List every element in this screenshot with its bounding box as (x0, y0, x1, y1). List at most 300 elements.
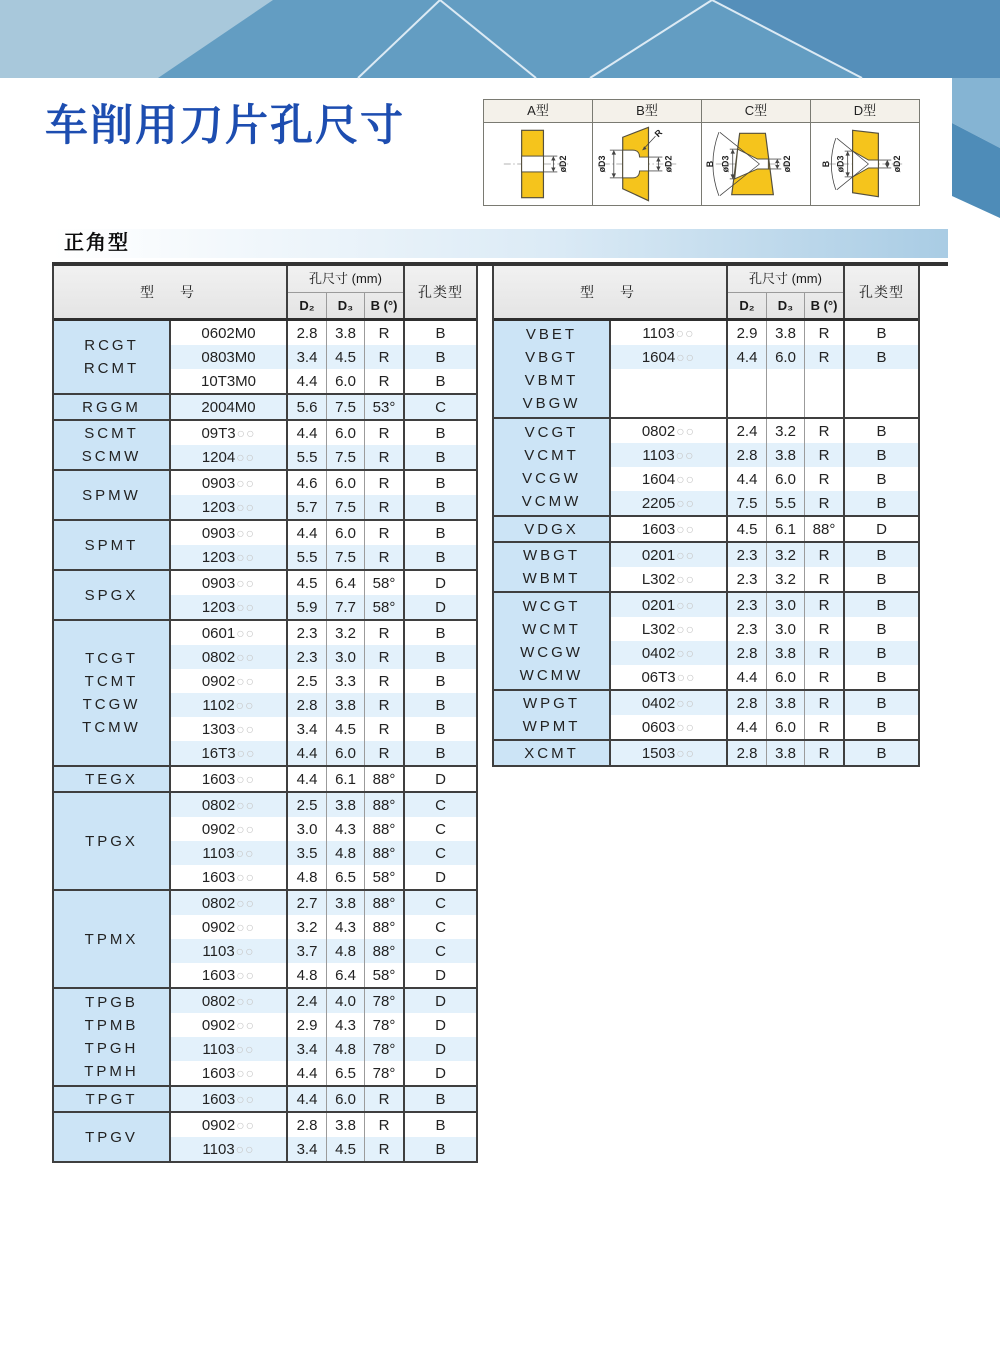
d3-value: 5.5 (767, 491, 805, 515)
d2-value: 4.4 (288, 369, 327, 393)
group-rows (171, 571, 476, 619)
size-cell (611, 443, 728, 467)
group-rows (611, 321, 918, 417)
size-text: 1103 (202, 1140, 235, 1158)
hole-type-value: B (876, 570, 887, 588)
model-name-cell (54, 1087, 171, 1111)
size-cell (611, 419, 728, 443)
group-rows (611, 593, 918, 689)
table-row (611, 491, 918, 515)
table-group (54, 395, 476, 421)
size-placeholder: ○○ (235, 1141, 255, 1157)
group-rows (171, 1087, 476, 1111)
angle-label: B (820, 160, 831, 168)
size-text: 16T3 (201, 744, 236, 762)
size-cell (171, 445, 288, 469)
group-rows (611, 691, 918, 739)
column-header-d3: D₃ (327, 293, 365, 318)
d3-value: 4.0 (327, 989, 365, 1013)
group-rows (611, 517, 918, 541)
d3-value: 6.5 (327, 865, 365, 889)
size-placeholder: ○○ (236, 1065, 256, 1081)
column-header-model: 型 号 (54, 266, 288, 318)
size-text: 1204 (201, 448, 236, 466)
diagram-header-type-d: D型 (811, 100, 919, 123)
b-angle-value: 88° (365, 915, 405, 939)
model-name-cell (54, 395, 171, 419)
d2-value: 4.4 (288, 1087, 327, 1111)
size-cell (611, 543, 728, 567)
size-cell (611, 345, 728, 369)
size-placeholder: ○○ (676, 547, 696, 563)
size-cell (611, 665, 728, 689)
size-cell (171, 521, 288, 545)
size-placeholder: ○○ (676, 521, 696, 537)
size-text: 0902 (201, 918, 236, 936)
d3-value: 6.0 (767, 467, 805, 491)
hole-type-value: B (876, 718, 887, 736)
b-angle-value: R (805, 741, 845, 765)
hole-type-value: D (435, 966, 446, 984)
group-rows (171, 793, 476, 889)
size-cell (611, 517, 728, 541)
model-name: TPGH (84, 1040, 139, 1057)
type-c-drawing (702, 123, 810, 205)
d2-value (728, 393, 767, 417)
model-name-cell (494, 419, 611, 515)
size-placeholder: ○○ (236, 449, 256, 465)
table-row (611, 567, 918, 591)
model-name-cell (54, 767, 171, 791)
d2-value: 2.8 (728, 691, 767, 715)
d2-value (728, 369, 767, 393)
d2-value: 4.4 (728, 715, 767, 739)
size-cell (611, 593, 728, 617)
model-name-cell (54, 321, 171, 393)
b-angle-value: R (365, 1087, 405, 1111)
d2-value: 4.4 (728, 665, 767, 689)
b-angle-value: R (365, 645, 405, 669)
size-placeholder: ○○ (236, 625, 256, 641)
d2-value: 4.5 (288, 571, 327, 595)
d2-value: 3.2 (288, 915, 327, 939)
hole-type-value: D (435, 992, 446, 1010)
left-table-body (54, 321, 476, 1161)
table-row (171, 939, 476, 963)
table-row (171, 645, 476, 669)
hole-type-value: B (435, 548, 446, 566)
size-cell (171, 817, 288, 841)
hole-type-value: B (435, 524, 446, 542)
d2-value: 2.5 (288, 793, 327, 817)
d2-value: 7.5 (728, 491, 767, 515)
table-row (611, 715, 918, 739)
table-row (171, 595, 476, 619)
hole-type-value: B (876, 446, 887, 464)
b-angle-value: R (365, 345, 405, 369)
size-cell (171, 1087, 288, 1111)
model-name: VCMW (521, 493, 582, 510)
b-angle-value: 88° (365, 939, 405, 963)
b-angle-value: R (365, 369, 405, 393)
column-header-b-angle: B (°) (810, 298, 838, 313)
size-cell (611, 393, 728, 417)
b-angle-value: 88° (365, 767, 405, 791)
size-cell (611, 617, 728, 641)
column-header-hole-dim-title: 孔尺寸 (mm) (288, 266, 403, 293)
hole-type-value: B (876, 494, 887, 512)
size-placeholder: ○○ (236, 821, 256, 837)
model-name: SCMT (84, 425, 139, 442)
b-angle-value: R (365, 471, 405, 495)
table-row (171, 669, 476, 693)
b-angle-value: 78° (365, 989, 405, 1013)
d3-value: 6.1 (327, 767, 365, 791)
d3-value: 3.8 (767, 741, 805, 765)
size-placeholder: ○○ (236, 599, 256, 615)
size-cell (171, 1013, 288, 1037)
b-angle-value: R (805, 443, 845, 467)
d3-value: 6.0 (767, 345, 805, 369)
b-angle-value: R (365, 621, 405, 645)
table-row (611, 443, 918, 467)
b-angle-value (805, 393, 845, 417)
model-name: TPGX (85, 832, 138, 850)
d2-value: 3.4 (288, 1137, 327, 1161)
d3-value: 3.3 (327, 669, 365, 693)
table-row (171, 767, 476, 791)
table-group (54, 571, 476, 621)
d2-label: øD2 (663, 155, 674, 173)
d3-value: 3.0 (767, 617, 805, 641)
size-text: 0903 (201, 474, 236, 492)
d3-value: 6.0 (327, 1087, 365, 1111)
d3-value: 4.5 (327, 345, 365, 369)
size-text: 1103 (202, 844, 235, 862)
d3-value: 4.3 (327, 915, 365, 939)
size-cell (171, 1037, 288, 1061)
angle-label: B (704, 160, 715, 168)
hole-type-value: B (435, 672, 446, 690)
size-text: 1203 (201, 598, 236, 616)
b-angle-value: 88° (365, 793, 405, 817)
size-cell (171, 621, 288, 645)
model-name: TCGW (82, 696, 141, 713)
d2-value: 2.3 (728, 593, 767, 617)
table-row (171, 521, 476, 545)
model-name: TCGT (85, 650, 138, 667)
size-text: 0903 (201, 524, 236, 542)
size-cell (611, 369, 728, 393)
hole-type-value: B (435, 372, 446, 390)
d2-value: 5.5 (288, 545, 327, 569)
b-angle-value: R (365, 717, 405, 741)
d2-value: 2.3 (728, 617, 767, 641)
hole-type-value: B (435, 648, 446, 666)
size-placeholder: ○○ (236, 549, 256, 565)
size-cell (171, 321, 288, 345)
model-name-cell (494, 517, 611, 541)
table-row (171, 1061, 476, 1085)
table-row (171, 741, 476, 765)
table-row (171, 693, 476, 717)
table-row (171, 817, 476, 841)
table-row (171, 395, 476, 419)
size-text: 0402 (641, 644, 676, 662)
size-cell (611, 491, 728, 515)
model-name: VCGT (524, 424, 579, 441)
size-placeholder: ○○ (675, 447, 695, 463)
diagram-cell-type-a (484, 100, 593, 205)
model-name-cell (494, 741, 611, 765)
size-text: 1103 (642, 324, 675, 342)
table-row (171, 1137, 476, 1161)
right-table (492, 266, 920, 767)
table-row (171, 891, 476, 915)
hole-type-value: B (435, 348, 446, 366)
d3-value (767, 369, 805, 393)
model-name: VBGT (525, 349, 578, 366)
column-header-hole-dims (728, 266, 845, 318)
d3-value: 7.5 (327, 445, 365, 469)
group-rows (611, 741, 918, 765)
size-text: 0603 (641, 718, 676, 736)
size-cell (171, 741, 288, 765)
d2-value: 2.8 (288, 1113, 327, 1137)
size-text: 1303 (201, 720, 236, 738)
size-text: 0602M0 (201, 324, 256, 342)
size-cell (171, 841, 288, 865)
size-cell (171, 939, 288, 963)
d3-value: 3.2 (327, 621, 365, 645)
b-angle-value: 88° (365, 817, 405, 841)
size-placeholder: ○○ (235, 845, 255, 861)
model-name: SPMT (84, 536, 139, 554)
size-text: 1102 (202, 696, 235, 714)
size-text: 0802 (201, 992, 236, 1010)
model-name: TCMW (82, 719, 141, 736)
b-angle-value: 78° (365, 1013, 405, 1037)
group-rows (611, 543, 918, 591)
table-row (171, 345, 476, 369)
b-angle-value: R (365, 521, 405, 545)
d3-value: 6.0 (767, 715, 805, 739)
table-row (171, 421, 476, 445)
b-angle-value: R (365, 1113, 405, 1137)
left-table (52, 266, 478, 1163)
size-placeholder: ○○ (675, 325, 695, 341)
d3-value: 6.4 (327, 963, 365, 987)
b-angle-value: 88° (365, 841, 405, 865)
hole-type-value: B (876, 668, 887, 686)
hole-type-value: D (435, 598, 446, 616)
model-name-cell (494, 543, 611, 591)
group-rows (171, 471, 476, 519)
size-text: 1603 (201, 770, 236, 788)
hole-type-value: B (876, 694, 887, 712)
size-placeholder: ○○ (236, 499, 256, 515)
d2-value: 2.9 (728, 321, 767, 345)
table-header (54, 266, 476, 321)
d2-value: 5.6 (288, 395, 327, 419)
hole-type-value: B (876, 620, 887, 638)
model-name: TEGX (85, 770, 138, 788)
table-row (171, 545, 476, 569)
d2-value: 2.8 (288, 693, 327, 717)
size-text: 0802 (641, 422, 676, 440)
size-placeholder: ○○ (236, 475, 256, 491)
table-row (171, 495, 476, 519)
size-placeholder: ○○ (235, 1041, 255, 1057)
size-text: 1103 (642, 446, 675, 464)
b-angle-value: 88° (365, 891, 405, 915)
hole-type-value: C (435, 796, 446, 814)
table-group (54, 767, 476, 793)
diagram-cell-type-d (811, 100, 919, 205)
size-cell (171, 915, 288, 939)
table-row (171, 471, 476, 495)
hole-type-value: C (435, 820, 446, 838)
hole-type-value: C (435, 844, 446, 862)
d2-value: 2.3 (288, 621, 327, 645)
table-row (171, 1113, 476, 1137)
d2-value: 2.8 (728, 741, 767, 765)
d3-value: 4.8 (327, 1037, 365, 1061)
table-group (54, 1113, 476, 1161)
group-rows (171, 891, 476, 987)
table-group (494, 741, 918, 765)
d3-value: 6.4 (327, 571, 365, 595)
table-row (171, 621, 476, 645)
table-group (494, 321, 918, 419)
d3-value: 4.8 (327, 841, 365, 865)
size-text: 06T3 (641, 668, 676, 686)
model-name: TPGB (85, 994, 138, 1011)
d2-value: 3.4 (288, 345, 327, 369)
hole-type-value: C (435, 942, 446, 960)
size-cell (171, 1113, 288, 1137)
size-text: 0902 (201, 820, 236, 838)
d3-value: 6.0 (327, 369, 365, 393)
size-text: 1203 (201, 498, 236, 516)
d2-value: 4.4 (288, 421, 327, 445)
table-row (611, 321, 918, 345)
d2-value: 4.8 (288, 865, 327, 889)
table-row (171, 321, 476, 345)
hole-type-value: D (435, 770, 446, 788)
diagram-header-type-b: B型 (593, 100, 701, 123)
table-group (494, 419, 918, 517)
section-header (52, 229, 948, 258)
size-text: L302 (641, 570, 676, 588)
d3-value: 6.0 (327, 471, 365, 495)
column-header-model: 型 号 (494, 266, 728, 318)
size-cell (171, 767, 288, 791)
model-name: RGGM (82, 398, 141, 416)
d3-value: 3.8 (767, 641, 805, 665)
d3-value: 3.8 (327, 321, 365, 345)
size-placeholder: ○○ (236, 673, 256, 689)
table-group (54, 793, 476, 891)
d2-value: 4.4 (288, 767, 327, 791)
size-text: 0201 (641, 546, 676, 564)
size-text: 10T3M0 (200, 372, 257, 390)
d2-value: 3.0 (288, 817, 327, 841)
table-group (54, 471, 476, 521)
model-name-cell (494, 321, 611, 417)
diagram-header-type-c: C型 (702, 100, 810, 123)
group-rows (171, 621, 476, 765)
size-placeholder: ○○ (236, 771, 256, 787)
table-row (171, 865, 476, 889)
table-row (611, 467, 918, 491)
group-rows (171, 767, 476, 791)
table-row (611, 691, 918, 715)
size-placeholder: ○○ (236, 721, 256, 737)
d3-value: 7.5 (327, 545, 365, 569)
d3-value: 7.5 (327, 495, 365, 519)
size-text: 1604 (641, 348, 676, 366)
size-cell (171, 693, 288, 717)
b-angle-value: R (805, 691, 845, 715)
model-name: TPGT (85, 1090, 138, 1108)
d3-value: 4.5 (327, 717, 365, 741)
size-cell (171, 395, 288, 419)
hole-type-value: D (876, 520, 887, 538)
model-name: VCGW (522, 470, 581, 487)
model-name: WBGT (523, 547, 580, 564)
d2-value: 3.7 (288, 939, 327, 963)
b-angle-value: 58° (365, 865, 405, 889)
size-placeholder: ○○ (676, 423, 696, 439)
b-angle-value: R (805, 617, 845, 641)
table-row (171, 841, 476, 865)
b-angle-value: R (805, 467, 845, 491)
type-b-drawing (593, 123, 701, 205)
table-row (171, 793, 476, 817)
d2-label: øD2 (782, 155, 793, 173)
table-row (611, 741, 918, 765)
model-name: TPGV (85, 1128, 138, 1146)
d2-value: 2.3 (728, 567, 767, 591)
size-placeholder: ○○ (236, 649, 256, 665)
size-placeholder: ○○ (236, 1017, 256, 1033)
b-angle-value: R (805, 419, 845, 443)
table-group (494, 517, 918, 543)
size-placeholder: ○○ (676, 719, 696, 735)
b-angle-value: R (365, 1137, 405, 1161)
d2-value: 4.4 (728, 467, 767, 491)
hole-type-value: B (435, 744, 446, 762)
size-text: 2205 (641, 494, 676, 512)
d3-value: 4.5 (327, 1137, 365, 1161)
d2-value: 5.5 (288, 445, 327, 469)
hole-type-value: B (876, 546, 887, 564)
group-rows (611, 419, 918, 515)
table-row (611, 617, 918, 641)
table-row (171, 915, 476, 939)
size-text: 0803M0 (201, 348, 256, 366)
d3-value: 6.0 (327, 741, 365, 765)
model-name: WCMT (522, 621, 581, 638)
d2-value: 2.7 (288, 891, 327, 915)
d3-value: 4.3 (327, 817, 365, 841)
size-cell (171, 963, 288, 987)
size-text: 1103 (202, 1040, 235, 1058)
radius-label: R (652, 127, 665, 140)
d2-value: 5.9 (288, 595, 327, 619)
model-name: SPMW (82, 486, 141, 504)
